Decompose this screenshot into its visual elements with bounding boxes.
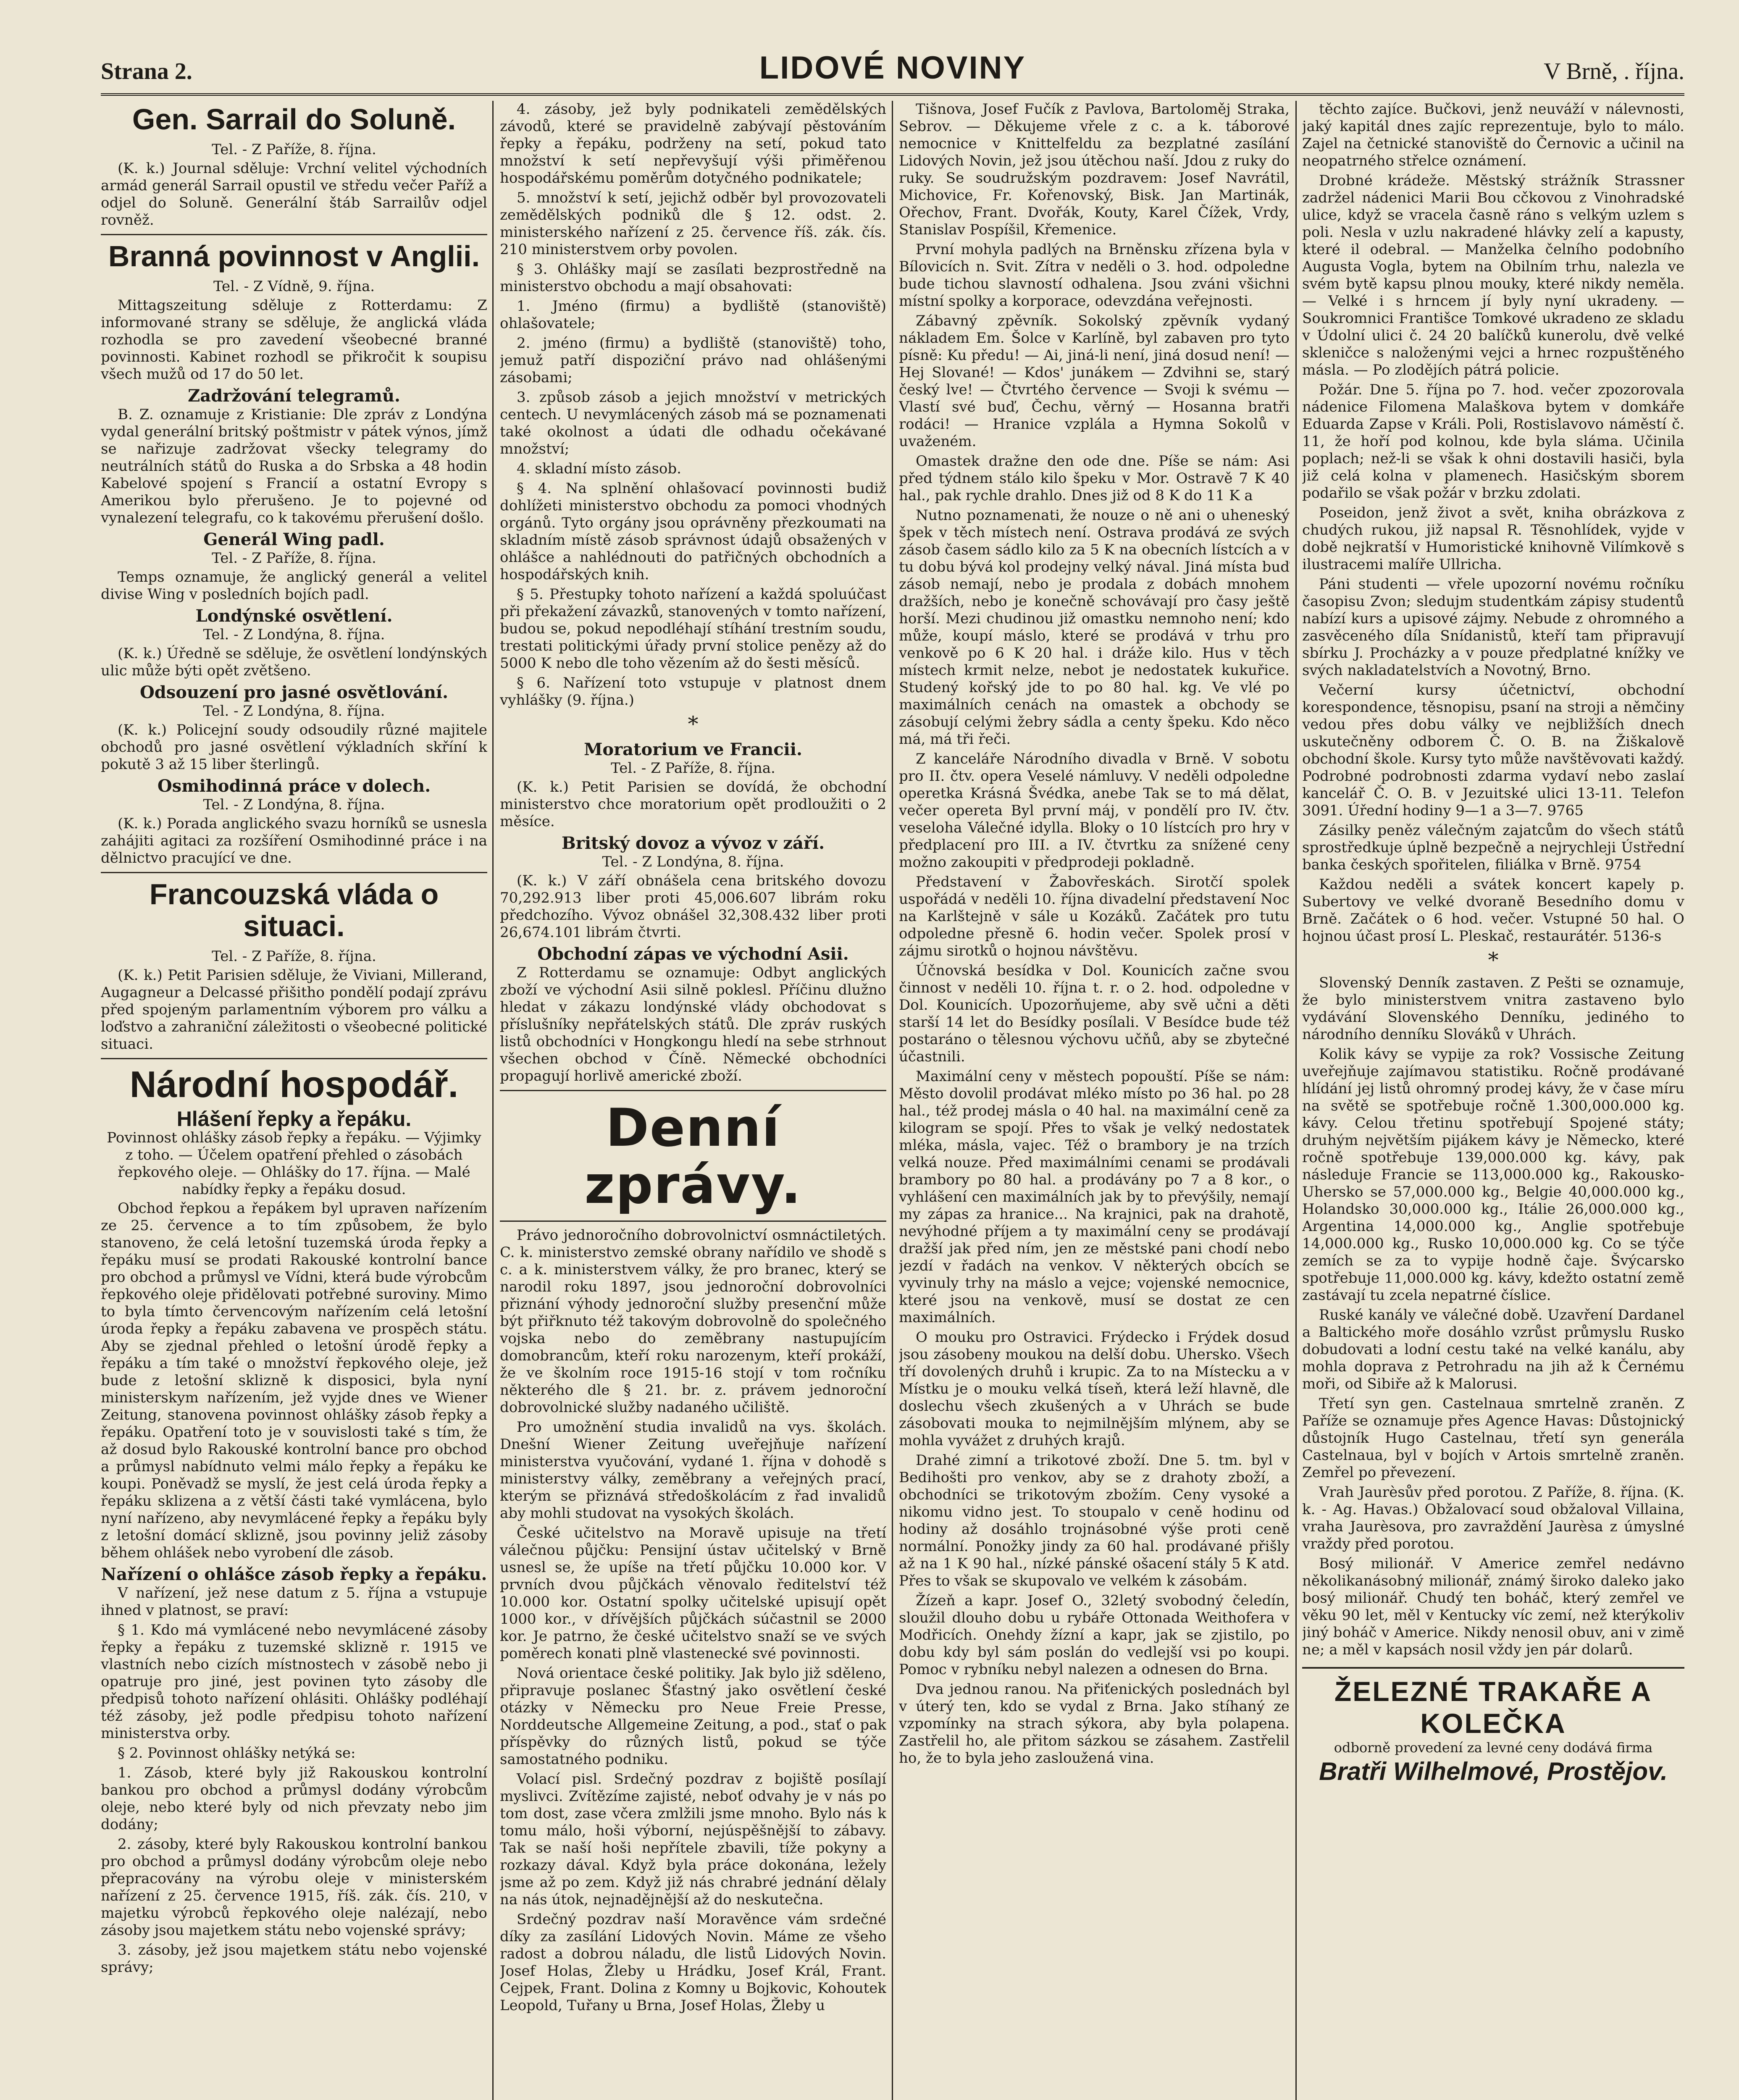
- article-text: (K. k.) Journal sděluje: Vrchní velitel východních armád generál Sarrail opustil ve středu večer Paříž a odjel do Soluně. Generální štáb Sarrailův odjel rovněž.: [101, 160, 487, 228]
- article-divider: [500, 1090, 886, 1091]
- article-text: Třetí syn gen. Castelnaua smrtelně zraněn. Z Paříže se oznamuje přes Agence Havas: Důstojnický důstojník Hugo Castelnau, třetí syn generála Castelnaua, byl v bojích v Artois smrtelně zraněn. Zemřel po převezení.: [1302, 1395, 1684, 1481]
- article-text: Nutno poznamenati, že nouze o ně ani o uheneský špek v těch místech není. Ostrava prodává ze svých zásob časem sádlo kilo za 5 K na obecních lístcích a v tu dobu bývá kol prodejny velký nával. Jiná místa buď zásob nemají, nebo je prodala z dobách mnohem dražších, nebo je konečně schovávají pro časy ještě horší. Mezi chudinou již omastku nemnoho není; kdo může, koupí máslo, které se prodává v trhu pro venkově po 6 K 20 hal. i dráže kilo. Hus v těch místech krmit nelze, nebot je nedostatek kukuřice. Studený kořský jde to po 80 hal. kg. Ve vlé po maximálních cenách na omastek a obchody se zásobují celými žebry sádla a centy špeku. Kdo něco má, má tři řeči.: [899, 507, 1290, 748]
- section-subtitle: Hlášení řepky a řepáku.: [176, 1107, 412, 1131]
- article-text: § 4. Na splnění ohlašovací povinnosti budiž dohlížeti ministerstvo obchodu za pomoci vhodných orgánů. Tyto orgány jsou oprávněny přezkoumati na skladním místě zásob správnost údajů obsažených v ohlášce a nahlédnouti do patřičných obchodních a hospodářských knih.: [500, 480, 886, 583]
- article-text: České učitelstvo na Moravě upisuje na třetí válečnou půjčku: Pensijní ústav učitelský v Brně usnesl se, že upíše na třetí půjčku 10.000 kor. V prvních dvou půjčkách věnovalo ředitelství též 10.000 kor. Ostatní spolky učitelské upisují opět 1000 kor., v dřívějších půjčkách súčastnil se 2000 kor. Je patrno, že české učitelstvo snaží se ve svých poměrech konati plně vlastenecké své povinnosti.: [500, 1525, 886, 1662]
- article-text: (K. k.) Úředně se sděluje, že osvětlení londýnských ulic může býti opět zvětšeno.: [101, 645, 487, 679]
- article-text: Omastek dražne den ode dne. Píše se nám: Asi před týdnem stálo kilo špeku v Mor. Ostravě 7 K 40 hal., pak rychle drahlo. Dnes již od 8 K do 11 K a: [899, 453, 1290, 504]
- column-divider: [892, 101, 893, 2100]
- article-text: Poseidon, jenž život a svět, kniha obrázkova z chudých rukou, již napsal R. Těsnohlídek, vyjde v době nejkratší v Humoristické knihovně Vilímkově s ilustracemi malíře Ullricha.: [1302, 504, 1684, 573]
- article-text: § 3. Ohlášky mají se zasílati bezprostředně na ministerstvo obchodu a mají obsahovati:: [500, 261, 886, 295]
- masthead-title: LIDOVÉ NOVINY: [759, 50, 1026, 86]
- article-text: Právo jednoročního dobrovolnictví osmnáctiletých. C. k. ministerstvo zemské obrany nařídilo ve shodě s c. a k. ministerstvem války, že pro branec, který se narodil roku 1897, jsou jednoroční dobrovolníci přiznání výhody jednoroční služby presenční může být přiřknuto též takovým dobrovolně do společného vojska nebo do zeměbrany nastupujícím domobrancům, kteří roku narozenym, kteří prokáží, že ve školním roce 1915-16 stojí v tom ročníku některého dle § 21. br. z. právem jednoroční dobrovolnické služby nadaného učiliště.: [500, 1227, 886, 1416]
- article-text: (K. k.) Petit Parisien se dovídá, že obchodní ministerstvo chce moratorium opět prodloužiti o 2 měsíce.: [500, 779, 886, 830]
- article-text: 4. zásoby, jež byly podnikateli zemědělských závodů, které se pravidelně zabývají pěstováním řepky a řepáku, podrženy na setí, pokud tato množství k setí nepřevyšují výši přiměřenou hospodářskému poměrům dotyčného podnikatele;: [500, 101, 886, 186]
- article-text: Drahé zimní a trikotové zboží. Dne 5. tm. byl v Bedihošti pro venkov, aby se z drahoty zboží, a obchodníci se trikotovým zbožím. Ceny vysoké a nikomu vidno jest. To stoupalo v ceně hodinu od hodiny až dosáhlo trojnásobné výše proti ceně normální. Ponožky jindy za 60 hal. prodávané přišly až na 1 K 90 hal., nízké pánské ošacení stály 5 K atd. Přes to však se skupovalo ve velkém k zásobám.: [899, 1452, 1290, 1589]
- column-divider: [492, 101, 494, 2100]
- article-text: Požár. Dne 5. října po 7. hod. večer zpozorovala nádenice Filomena Malaškova bytem v domkáře Eduarda Zapse v Králi. Poli, Rostislavovo náměstí č. 11, že hoří pod kolnou, kde byla sláma. Učinila poplach; než-li se však k ohni dostavili hasiči, byla již celá kolna v plamenech. Hasičským sborem podařilo se však požár v brzku zdolati.: [1302, 381, 1684, 501]
- article-text: Zábavný zpěvník. Sokolský zpěvník vydaný nákladem Em. Šolce v Karlíně, byl zabaven pro tyto písně: Ku předu! — Ai, jiná-li není, jiná dosud není! — Hej Slované! — Kdos' junákem — Zdvihni se, starý český lve! — Čtvrtého července — Svoji k svému — Vlastí své buď, Čechu, věrný — Hosanna bratři rodáci! — Hranice vzplála a Hymna Sokolů v uvaženém.: [899, 312, 1290, 450]
- article-text: Vrah Jaurèsův před porotou. Z Paříže, 8. října. (K. k. - Ag. Havas.) Obžalovací soud obžaloval Villaina, vraha Jaurèsova, pro zavraždění Jaurèsa z úmyslné vraždy před porotou.: [1302, 1484, 1684, 1552]
- article-text: 3. způsob zásob a jejich množství v metrických centech. U nevymlácených zásob má se poznamenati také okolnost a údati dle odhadu očekávané množství;: [500, 389, 886, 457]
- article-text: O mouku pro Ostravici. Frýdecko i Frýdek dosud jsou zásobeny moukou na delší dobu. Uhersko. Všech tří dovolených druhů i krupic. Za to na Místecku a v Místku je o mouku velká tíseň, která leží hlavně, dle doslechu všech zkušených a v Uhrách se bude zásobovati mouka to nejmilnějším mlýnem, aby se mohla vyvážet z druhých krajů.: [899, 1329, 1290, 1449]
- article-text: 2. zásoby, které byly Rakouskou kontrolní bankou pro obchod a průmysl dodány výrobcům oleje nebo přepracovány na výrobu oleje v ministerském nařízení z 25. července 1915, říš. zák. čís. 210, v majetku výrobců řepkového oleje nalézají, nebo zásoby jsou majetkem státu nebo vojenské správy;: [101, 1836, 487, 1939]
- ad-subtitle: odborně provedení za levné ceny dodává firma: [1334, 1740, 1653, 1756]
- article-text: § 6. Nařízení toto vstupuje v platnost dnem vyhlášky (9. října.): [500, 675, 886, 709]
- article-text: těchto zajíce. Bučkovi, jenž neuváží v nálevnosti, jaký kapitál dnes zajíc reprezentuje, bylo to málo. Zajel na četnické stanoviště do Černovic a učinil na neopatrného střelce oznámení.: [1302, 101, 1684, 169]
- headline-sarrail: Gen. Sarrail do Soluně.: [132, 103, 456, 136]
- dateline: Tel. - Z Paříže, 8. října.: [212, 141, 376, 158]
- page-number: Strana 2.: [101, 58, 192, 84]
- article-text: 1. Zásob, které byly již Rakouskou kontrolní bankou pro obchod a průmysl dodány výrobcům oleje, nebo které byly od nich převzaty nebo jim dodány;: [101, 1764, 487, 1833]
- article-text: § 5. Přestupky tohoto nařízení a každá spoluúčast při překažení závazků, stanovených v tomto nařízení, budou se, pokud nepodléhají stíhání trestním soudu, trestati politickými úřady první stolice penězy až do 5000 K nebo dle toho vězením až do šesti měsíců.: [500, 586, 886, 672]
- subheadline: Nařízení o ohlášce zásob řepky a řepáku.: [101, 1564, 487, 1584]
- article-text: První mohyla padlých na Brněnsku zřízena byla v Bílovicích n. Svit. Zítra v neděli o 3. hod. odpoledne bude tichou slavností odhalena. Jsou zváni všichni místní spolky a korporace, odevzdána veřejnosti.: [899, 241, 1290, 310]
- section-separator: *: [688, 712, 699, 736]
- subheadline: Londýnské osvětlení.: [195, 606, 393, 626]
- article-text: § 1. Kdo má vymlácené nebo nevymlácené zásoby řepky a řepáku z tuzemské sklizně r. 1915 ve vlastních nebo cizích místnostech v zásobě nebo ji opatruje pro jiné, jest povinen tyto zásoby dle předpisů tohoto nařízení ohlásiti. Ohlášky podléhají též zásoby, jež podle předpisu tohoto nařízení ministerstva orby.: [101, 1622, 487, 1742]
- article-divider: [500, 1221, 886, 1222]
- headline-conscription: Branná povinnost v Anglii.: [108, 240, 480, 273]
- article-text: 5. množství k setí, jejichž odběr byl provozovateli zemědělských podniků dle § 12. odst. 2. ministerského nařízení z 25. července říš. zák. čís. 210 ministerstvem orby povolen.: [500, 189, 886, 258]
- section-title-economy: Národní hospodář.: [129, 1063, 459, 1105]
- column-1: [101, 101, 487, 2100]
- subheadline: Moratorium ve Francii.: [584, 740, 802, 759]
- page-header: [101, 45, 1684, 92]
- article-text: Tišnova, Josef Fučík z Pavlova, Bartoloměj Straka, Sebrov. — Děkujeme vřele z c. a k. táborové nemocnice v Knittelfeldu za bezplatné zasílání Lidových Novin, jež jsou útěchou naší. Jdou z ruky do ruky. Se soudružským pozdravem: Josef Navrátil, Michovice, Fr. Kořenovský, Bisk. Jan Martinák, Ořechov, Frant. Dvořák, Kouty, Karel Čížek, Vrdy, Stanislav Pospíšil, Křemenice.: [899, 101, 1290, 238]
- article-divider: [101, 872, 487, 873]
- article-text: Temps oznamuje, že anglický generál a velitel divise Wing v posledních bojích padl.: [101, 569, 487, 603]
- dateline: Tel. - Z Londýna, 8. října.: [203, 796, 385, 813]
- dateline: Tel. - Z Paříže, 8. října.: [611, 760, 775, 777]
- header-rule: [101, 93, 1684, 96]
- headline-french-government: Francouzská vláda o situaci.: [149, 878, 439, 942]
- article-text: Slovenský Denník zastaven. Z Pešti se oznamuje, že bylo ministerstvem vnitra zastaveno bylo vydávání Slovenského Denníku, jediného to národního denníku Slováků v Uhrách.: [1302, 974, 1684, 1043]
- ad-firm-name: Bratři Wilhelmové, Prostějov.: [1319, 1757, 1668, 1785]
- article-divider: [101, 1058, 487, 1059]
- dateline: Tel. - Z Paříže, 8. října.: [212, 948, 376, 965]
- dateline: Tel. - Z Londýna, 8. října.: [203, 703, 385, 719]
- article-text: Z Rotterdamu se oznamuje: Odbyt anglických zboží ve východní Asii silně poklesl. Příčinu dlužno hledat v zákazu londýnské vlády obchodovat s příslušníky nepřátelských států. Dle zpráv ruských listů obchodníci v Hongkongu hledí na sebe strhnout všechen obchod v Číně. Německé obchodníci propagují horlivě americké zboží.: [500, 964, 886, 1084]
- article-text: Obchod řepkou a řepákem byl upraven nařízením ze 25. července a to tím způsobem, že bylo stanoveno, že celá letošní tuzemská úroda řepky a řepáku musí se prodati Rakouské kontrolní bance pro obchod a průmysl ve Vídni, která bude výrobcům řepkového oleje přidělovati potřebné suroviny. Mimo to byla tímto červencovým nařízením celá letošní úroda řepky a řepáku zabavena ve prospěch státu. Aby se zjednal přehled o letošní úrodě řepky a řepáku a tím také o množství řepkového oleje, jež bude z letošní sklizně k disposici, byla nyní ministerskym nařízením, jež vyjde dnes ve Wiener Zeitung, stanovena povinnost ohlášky zásob řepky a řepáku. Opatření toto je v souvislosti také s tím, že až dosud bylo Rakouské kontrolní bance pro obchod a průmysl nabídnuto velmi málo řepky a řepáku ke koupi. Poněvadž se myslí, že jest celá úroda řepky a řepáku sklizena a z větší části také vymlácena, bylo nyní nařízeno, aby nevymlácené řepky a řepáku byly z letošní domácí sklizně, jsou povinny jeliž zásoby během ohlášek nebo vyrobení dle zásob.: [101, 1200, 487, 1561]
- article-text: Dva jednou ranou. Na přiťenických poslednách byl v úterý ten, kdo se vydal z Brna. Jako stíhaný ze vzpomínky na strach sýkora, aby byla polapena. Zastřelil ho, ale přitom sázkou se zásahem. Zastřelil ho, že to byla jeho zasloužená vina.: [899, 1681, 1290, 1767]
- article-text: 3. zásoby, jež jsou majetkem státu nebo vojenské správy;: [101, 1942, 487, 1976]
- dateline: Tel. - Z Vídně, 9. října.: [213, 278, 375, 295]
- column-4: [1302, 101, 1684, 2100]
- article-text: Zásilky peněz válečným zajatcům do všech států sprostředkuje úplně bezpečně a nejrychleji Ústřední banka českých spořitelen, filiálka v Brně. 9754: [1302, 822, 1684, 873]
- subheadline: Zadržování telegramů.: [188, 386, 400, 406]
- section-banner-daily-news: Denní zprávy.: [584, 1098, 802, 1215]
- article-text: § 2. Povinnost ohlášky netýká se:: [118, 1745, 356, 1761]
- article-text: (K. k.) V září obnášela cena britského dovozu 70,292.913 liber proti 45,006.607 librám roku předchozího. Vývoz obnášel 32,308.432 liber proti 26,674.101 librám čtvrti.: [500, 872, 886, 941]
- subheadline: Osmihodinná práce v dolech.: [157, 776, 431, 796]
- article-text: Večerní kursy účetnictví, obchodní korespondence, těsnopisu, psaní na stroji a němčiny vedou přes dobu války ve nejbližších dnech uskutečněny odborem Č. O. B. na Žiškalově obchodní škole. Kursy tyto může navštěvovati každý. Podrobné podrobnosti zdarma vydaví nebo zaslaí kancelář Č. O. B. v Jezuitské ulici 13-11. Telefon 3091. Úřední hodiny 9—1 a 3—7. 9765: [1302, 682, 1684, 819]
- issue-date: V Brně, . října.: [1544, 58, 1684, 84]
- article-text: Žízeň a kapr. Josef O., 32letý svobodný čeledín, sloužil dlouho dobu u rybáře Ottonada Weithofera v Modřicích. Onehdy žízní a kapr, jak se zjistilo, po dobu kdy byl sám poslán do vedlejší vsi po koupi. Pomoc v rybníku nebyl nalezen a odnesen do Brna.: [899, 1592, 1290, 1678]
- advertisement: [1302, 1667, 1684, 1787]
- article-text: Účnovská besídka v Dol. Kounicích začne svou činnost v neděli 10. října t. r. o 2. hod. odpoledne v Dol. Kounicích. Upozorňujeme, aby svě učni a děti starší 14 let do Besídky posílali. V Besídce bude též postaráno o tělesnou výchovu učňů, aby se zbytečné účastnili.: [899, 962, 1290, 1065]
- subheadline: Generál Wing padl.: [203, 530, 385, 549]
- article-lead: Povinnost ohlášky zásob řepky a řepáku. — Výjimky z toho. — Účelem opatření přehled o zásobách řepkového oleje. — Ohlášky do 17. října. — Malé nabídky řepky a řepáku dosud.: [107, 1129, 481, 1198]
- article-text: B. Z. oznamuje z Kristianie: Dle zpráv z Londýna vydal generální britský poštmistr v pátek výnos, jímž se nařizuje zadržovat všecky telegramy do neutrálních států do Ruska a do Srbska a 48 hodin Kabelové spojení s Francií a ostatní Evropy s Amerikou bylo přerušeno. Je to pojevné od vynalezení telegrafu, co k takovému přerušení došlo.: [101, 406, 487, 526]
- article-text: Představení v Žabovřeskách. Sirotčí spolek uspořádá v neděli 10. října divadelní představení Noc na Karlštejně v sále u Kozáků. Začátek pro tutu odpoledne přesně 6. hodin večer. Spolek prosí v zájmu sirotků o hojnou návštěvu.: [899, 874, 1290, 959]
- column-divider: [1295, 101, 1297, 2100]
- article-text: Kolik kávy se vypije za rok? Vossische Zeitung uveřejňuje zajímavou statistiku. Ročně prodávané hlídání jej listů ohromný prodej kávy, že v čase míru na světě se spotřebuje ročně 1.300,000.000 kg. kávy. Celou třetinu spotřebují Spojené státy; druhým největším pijákem kávy je Německo, které ročně spotřebuje 139,000.000 kg. kávy, pak následuje Francie se 113,000.000 kg., Rakousko-Uhersko se 57,000.000 kg., Belgie 40,000.000 kg., Holandsko 30,000.000 kg., Itálie 26,000.000 kg., Argentina 14,000.000 kg., Anglie spotřebuje 14,000.000 kg., Rusko 10,000.000 kg. Co se týče zemích se za to vypije hodně čaje. Švýcarsko spotřebuje 11,000.000 kg. kávy, kdežto ostatní země zastávají tu zcela nepatrné číslice.: [1302, 1046, 1684, 1304]
- article-text: Ruské kanály ve válečné době. Uzavření Dardanel a Baltického moře dosáhlo vzrůst průmyslu Rusko dobudovati a lodní cestu také na velké kanálu, aby mohla doprava z Petrohradu na jih až k Černému moři, od Sibiře až k Malorusi.: [1302, 1307, 1684, 1392]
- article-text: Páni studenti — vřele upozorní novému ročníku časopisu Zvon; sledujm studentkám zápisy studentů nabízí kurs a upisové zájmy. Nebude z ohromného a zasvěceného díla Snídanistů, kteří tam připravují sbírku J. Procházky a v pouze předplatné knížky ve svých nakladatelstvích a Novotný, Brno.: [1302, 576, 1684, 679]
- dateline: Tel. - Z Paříže, 8. října.: [212, 550, 376, 567]
- column-2: [500, 101, 886, 2100]
- dateline: Tel. - Z Londýna, 8. října.: [203, 626, 385, 643]
- ad-title: ŽELEZNÉ TRAKAŘE A KOLEČKA: [1334, 1676, 1652, 1739]
- subheadline: Britský dovoz a vývoz v září.: [561, 833, 825, 853]
- article-text: Bosý milionář. V Americe zemřel nedávno několikanásobný milionář, známý široko daleko jako bosý milionář. Chudý ten boháč, který zemřel ve věku 90 let, měl v Kentucky víc zemí, než kterýkoliv jiný boháč v Americe. Nikdy nenosil obuv, ani v zimě ne; a měl v kapsách nosil vždy jen pár dolarů.: [1302, 1555, 1684, 1658]
- article-text: Z kanceláře Národního divadla v Brně. V sobotu pro II. čtv. opera Veselé námluvy. V neděli odpoledne operetka Krásná Švédka, anebe Tak se to má dělat, večer opereta Byl první máj, v pondělí pro IV. čtv. veseloha Válečné idylla. Bloky o 10 lístcích pro hry v předplacení pro III. a IV. čtvrtku za snížené ceny možno zakoupiti v předprodeji pokladně.: [899, 751, 1290, 871]
- dateline: Tel. - Z Londýna, 8. října.: [602, 853, 784, 870]
- article-text: V nařízení, jež nese datum z 5. října a vstupuje ihned v platnost, se praví:: [101, 1585, 487, 1619]
- article-text: Srdečný pozdrav naší Moravěnce vám srdečné díky za zasílání Lidových Novin. Máme ze všeho radost a dobrou náladu, dle listů Lidových Novin. Josef Holas, Žleby u Hrádku, Josef Král, Frant. Cejpek, Frant. Dolina z Komny u Bojkovic, Kohoutek Leopold, Tuřany u Brna, Josef Holas, Žleby u: [500, 1911, 886, 2014]
- article-text: Mittagszeitung sděluje z Rotterdamu: Z informované strany se sděluje, že anglická vláda rozhodla se pro zavedení všeobecné branné povinnosti. Kabinet rozhodl se přikročit k soupisu všech mužů od 17 do 50 let.: [101, 297, 487, 383]
- article-text: Drobné krádeže. Městský strážník Strassner zadržel nádenici Marii Bou cčkovou z Vinohradské ulice, když se vracela časně ráno s velkým uzlem s poli. Nesla v uzlu nakradené hlávky zelí a kapusty, které il odebral. — Manželka čelního podobního Augusta Vogla, bytem na Obilním trhu, nalezla ve svém bytě kapsu plnou mouky, které nikdy neměla. — Velké i s hrncem jí byly nyní ukradeny. — Soukromnici Františce Tomkové ukradeno ze skladu v Údolní ulici č. 24 20 balíčků kunerolu, dvě velké skleničce s naloženými vejci a hrnec rozpuštěného másla. — Po zlodějích pátrá policie.: [1302, 172, 1684, 378]
- article-divider: [101, 234, 487, 235]
- article-text: Maximální ceny v městech popouští. Píše se nám: Město dovolil prodávat mléko místo po 36 hal. po 28 hal., též prodej másla o 40 hal. na maximální ceně za kilogram se spojí. Přes to však je velký nedostatek mléka, másla, vajec. Též o brambory je na trzích velká nouze. Před maximálními cenami se prodávali brambory po 80 hal. a prodávány po 7 a 8 kor., o vyhlášení cen maximálních jak by to převýšily, nemají my zápas za hranice... Na krajnici, pak na drahotě, nevýhodné příjem a ty maximální ceny se prodávají dražší jak před ním, jen ze městské pani chodí nebo jezdí v řadách na venkov. V některých obcích se vyvinuly trhy na máslo a vejce; vojenské nemocnice, které jsou na venkově, musí se dostat ze cen maximálních.: [899, 1068, 1290, 1326]
- article-text: Volací pisl. Srdečný pozdrav z bojiště posílají myslivci. Zvítězíme zajisté, neboť odvahy je v nás po tom dost, zase včera zmlžili jsme mnoho. Bylo nás k tomu málo, hoši výborní, nejúspěšnější to zábavy. Tak se naší hoši nepřítele zbavili, tíže pokyny a rozkazy dával. Když byla práce dokonána, ležely jsme až po zem. Když již nás chrabré jednání dělaly na nás útok, nejnadějnější až do neskutečna.: [500, 1771, 886, 1908]
- article-text: (K. k.) Policejní soudy odsoudily různé majitele obchodů pro jasné osvětlení výkladních skříní k pokutě 3 až 15 liber šterlingů.: [101, 722, 487, 773]
- article-text: 1. Jméno (firmu) a bydliště (stanoviště) ohlašovatele;: [500, 298, 886, 332]
- article-text: 4. skladní místo zásob.: [517, 460, 681, 477]
- article-text: Pro umožnění studia invalidů na vys. školách. Dnešní Wiener Zeitung uveřejňuje nařízení ministerstva vyučování, vydané 1. října v dohodě s ministerstvy války, zeměbrany a veřejných prací, kterým se přiznává středoškolácím z řad invalidů aby mohli studovat na vysokých školách.: [500, 1419, 886, 1522]
- article-text: (K. k.) Porada anglického svazu horníků se usnesla zahájiti agitaci za rozšíření Osmihodinné práce i na dělnictvo pracující ve dne.: [101, 815, 487, 866]
- article-text: 2. jméno (firmu) a bydliště (stanoviště) toho, jemuž patří dispoziční právo nad ohlášenými zásobami;: [500, 335, 886, 386]
- column-3: [899, 101, 1290, 2100]
- subheadline: Odsouzení pro jasné osvětlování.: [139, 682, 449, 702]
- subheadline: Obchodní zápas ve východní Asii.: [537, 944, 849, 964]
- article-text: (K. k.) Petit Parisien sděluje, že Viviani, Millerand, Augagneur a Delcassé přišitho pondělí podají zprávu před spojeným parlamentním výborem pro válku a loďstvo a zahraniční záležitosti o všeobecné politické situaci.: [101, 967, 487, 1053]
- section-separator: *: [1488, 948, 1499, 972]
- article-text: Nová orientace české politiky. Jak bylo již sděleno, připravuje poslanec Šťastný jako osvětlení české otázky v Německu pro Neue Freie Presse, Norddeutsche Allgemeine Zeitung, a pod., stať o pak příspěvky do různých listů, pokud se týče samostatného podniku.: [500, 1665, 886, 1768]
- article-text: Každou neděli a svátek koncert kapely p. Subertovy ve velké dvoraně Besedního domu v Brně. Začátek o 6 hod. večer. Vstupné 50 hal. O hojnou účast prosí L. Pleskač, restaurátér. 5136-s: [1302, 876, 1684, 945]
